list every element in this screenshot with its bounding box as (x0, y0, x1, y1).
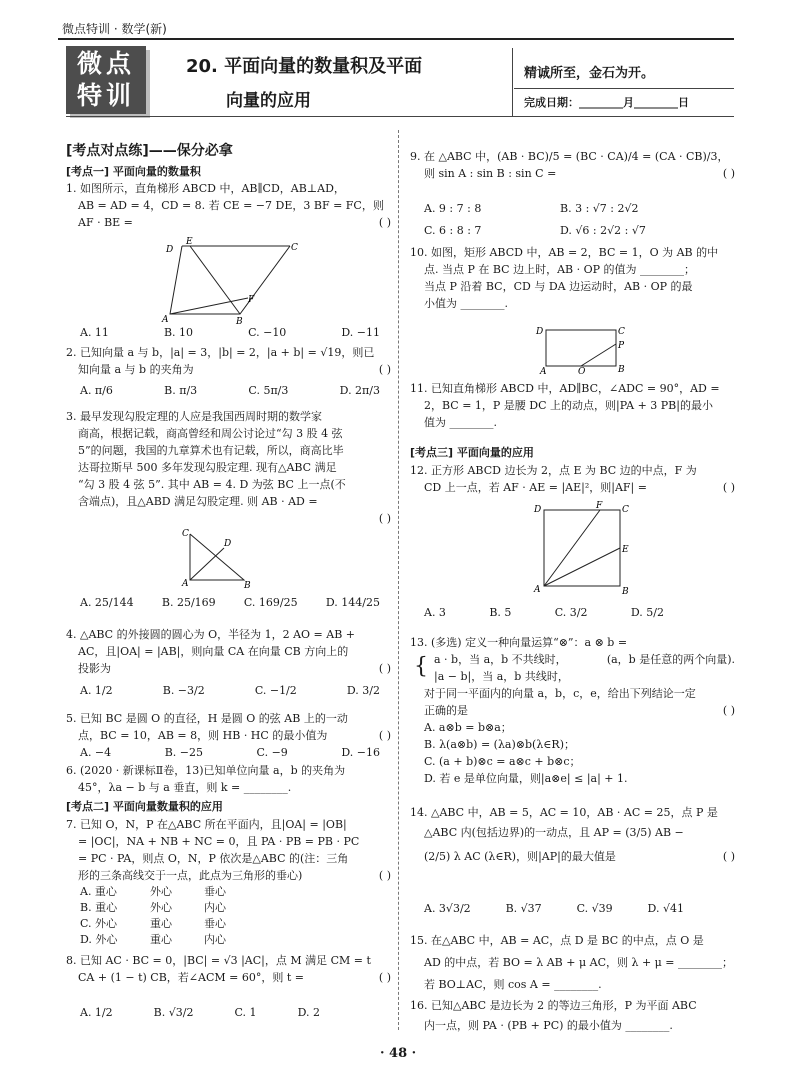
svg-text:D: D (536, 327, 544, 337)
header-divider-h (514, 88, 734, 89)
svg-text:O: O (578, 367, 586, 374)
column-divider (398, 130, 399, 1030)
page-number: · 48 · (380, 1046, 417, 1061)
svg-text:E: E (186, 237, 193, 247)
q12-options: A. 3 B. 5 C. 3/2 D. 5/2 (424, 606, 664, 619)
svg-text:E: E (622, 545, 629, 555)
question-7: 7. 已知 O，N，P 在△ABC 所在平面内，且|OA| = |OB| = |OC|，NA + NB + NC = 0，且 PA · PB = PB · PC = PC · PA，则点 O，N，P 依次是△ABC 的(注：三角 形的三条高线交于一点，此点为三角形的垂心) ( ) (66, 818, 391, 882)
q8-options: A. 1/2 B. √3/2 C. 1 D. 2 (80, 1006, 320, 1019)
svg-text:B: B (622, 587, 629, 597)
svg-text:F: F (248, 295, 255, 305)
trapezoid-figure (160, 236, 310, 326)
rectangle-figure-q10 (532, 322, 632, 374)
q2-options: A. π/6 B. π/3 C. 5π/3 D. 2π/3 (80, 384, 380, 397)
svg-text:B: B (236, 317, 243, 326)
logo-block (66, 46, 146, 114)
q3-options: A. 25/144 B. 25/169 C. 169/25 D. 144/25 (80, 596, 380, 609)
question-8: 8. 已知 AC · BC = 0，|BC| = √3 |AC|，点 M 满足 CM = t CA + (1 − t) CB，若∠ACM = 60°，则 t = ( ) (66, 954, 391, 984)
page-title-line-2: 向量的应用 (226, 91, 311, 111)
question-15: 15. 在△ABC 中，AB = AC，点 D 是 BC 的中点，点 O 是 AD 的中点，若 BO = λ AB + μ AC，则 λ + μ = ________； 若 BO⊥AC，则 cos A = ________. (410, 934, 734, 991)
question-16: 16. 已知△ABC 是边长为 2 的等边三角形，P 为平面 ABC 内一点，则 PA · (PB + PC) 的最小值为 ________. (410, 999, 697, 1032)
svg-text:C: C (182, 529, 189, 539)
question-5: 5. 已知 BC 是圆 O 的直径，H 是圆 O 的弦 AB 上的一动 点，BC = 10，AB = 8，则 HB · HC 的最小值为 ( ) (66, 712, 391, 742)
svg-text:C: C (291, 243, 298, 253)
brace-icon: { (414, 654, 428, 679)
q5-options: A. −4 B. −25 C. −9 D. −16 (80, 746, 380, 759)
question-3: 3. 最早发现勾股定理的人应是我国西周时期的数学家 商高，根据记载，商高曾经和周公讨论过“勾 3 股 4 弦 5”的问题，我国的九章算术也有记载，所以，商高比毕 达哥拉斯早 500 多年发现勾股定理. 现有△ABC 满足 “勾 3 股 4 弦 5”. 其中 AB = 4. D 为弦 BC 上一点(不 含端点)，且△ABD 满足勾股定理. 则 AB · AD = ( ) (66, 410, 391, 525)
logo-line-2: 特训 (76, 81, 135, 110)
svg-text:F: F (596, 501, 603, 511)
svg-text:C: C (622, 505, 629, 515)
square-figure-q12 (530, 500, 640, 598)
svg-text:A: A (534, 585, 541, 595)
question-10: 10. 如图，矩形 ABCD 中，AB = 2，BC = 1，O 为 AB 的中 点. 当点 P 在 BC 边上时，AB · OP 的值为 ________； 当点 P 沿着 BC，CD 与 DA 边运动时，AB · OP 的最 小值为 ________. (410, 246, 719, 310)
question-2: 2. 已知向量 a 与 b，|a| = 3，|b| = 2，|a + b| = √19，则已 知向量 a 与 b 的夹角为 ( ) (66, 346, 391, 376)
header-divider (512, 48, 513, 116)
question-4: 4. △ABC 的外接圆的圆心为 O，半径为 1，2 AO = AB + AC，且|OA| = |AB|，则向量 CA 在向量 CB 方向上的 投影为 ( ) (66, 628, 391, 675)
q4-options: A. 1/2 B. −3/2 C. −1/2 D. 3/2 (80, 684, 380, 697)
page-title-line-1: 20. 平面向量的数量积及平面 (186, 56, 423, 77)
svg-text:D: D (166, 245, 174, 255)
section-title: [考点对点练]——保分必拿 (66, 143, 233, 159)
header-bottom-rule (66, 116, 734, 117)
question-14: 14. △ABC 中，AB = 5，AC = 10，AB · AC = 25，点 P 是 △ABC 内(包括边界)的一动点，且 AP = (3/5) AB − (2/5) λ AC (λ∈R)，则|AP|的最大值是 ( ) (410, 806, 735, 863)
q9-options: A. 9 : 7 : 8 B. 3 : √7 : 2√2 C. 6 : 8 : 7 D. √6 : 2√2 : √7 (424, 202, 646, 237)
question-12: 12. 正方形 ABCD 边长为 2，点 E 为 BC 边的中点，F 为 CD 上一点，若 AF · AE = |AE|²，则|AF| = ( ) (410, 464, 735, 494)
q14-options: A. 3√3/2 B. √37 C. √39 D. √41 (424, 902, 684, 915)
svg-text:P: P (618, 341, 625, 351)
series-header: 微点特训 · 数学(新) (62, 22, 167, 36)
topic-1: [考点一] 平面向量的数量积 (66, 165, 201, 178)
question-1: 1. 如图所示，直角梯形 ABCD 中，AB∥CD，AB⊥AD， AB = AD = 4，CD = 8. 若 CE = −7 DE，3 BF = FC，则 AF · BE = ( ) (66, 182, 391, 229)
completion-date: 完成日期：________月________日 (524, 96, 689, 109)
question-13: 13. (多选) 定义一种向量运算“⊗”：a ⊗ b = { a · b，当 a，b 不共线时， (a，b 是任意的两个向量). |a − b|，当 a，b 共线时， 对于同一平面内的向量 a，b，c，e，给出下列结论一定 正确的是 ( ) A. a⊗b = b⊗a； B. λ(a⊗b) = (λa)⊗b(λ∈R)； C. (a + b)⊗c = a⊗c + b⊗c； D. 若 e 是单位向量，则|a⊗e| ≤ |a| + 1. (410, 636, 735, 785)
svg-text:C: C (618, 327, 625, 337)
q7-options: A. 重心 外心 垂心 B. 重心 外心 内心 C. 外心 重心 垂心 D. 外心 重心 内心 (80, 885, 226, 946)
question-11: 11. 已知直角梯形 ABCD 中，AD∥BC，∠ADC = 90°，AD = 2，BC = 1，P 是腰 DC 上的动点，则|PA + 3 PB|的最小 值为 ________. (410, 382, 720, 429)
topic-2: [考点二] 平面向量数量积的应用 (66, 800, 223, 813)
q1-options: A. 11 B. 10 C. −10 D. −11 (80, 326, 380, 339)
triangle-figure-q3 (176, 526, 256, 590)
header-rule (58, 38, 734, 40)
svg-text:A: A (162, 315, 169, 325)
svg-text:A: A (182, 579, 189, 589)
svg-text:A: A (540, 367, 547, 374)
svg-text:D: D (534, 505, 542, 515)
motto: 精诚所至，金石为开。 (524, 66, 655, 81)
question-6: 6. (2020 · 新课标Ⅱ卷，13)已知单位向量 a，b 的夹角为 45°，λa − b 与 a 垂直，则 k = ________. (66, 764, 346, 794)
svg-text:B: B (618, 365, 625, 374)
svg-text:D: D (224, 539, 232, 549)
svg-text:B: B (244, 581, 251, 590)
topic-3: [考点三] 平面向量的应用 (410, 446, 534, 459)
question-9: 9. 在 △ABC 中，(AB · BC)/5 = (BC · CA)/4 = (CA · CB)/3， 则 sin A : sin B : sin C = ( ) (410, 150, 735, 180)
logo-line-1: 微点 (76, 49, 135, 78)
